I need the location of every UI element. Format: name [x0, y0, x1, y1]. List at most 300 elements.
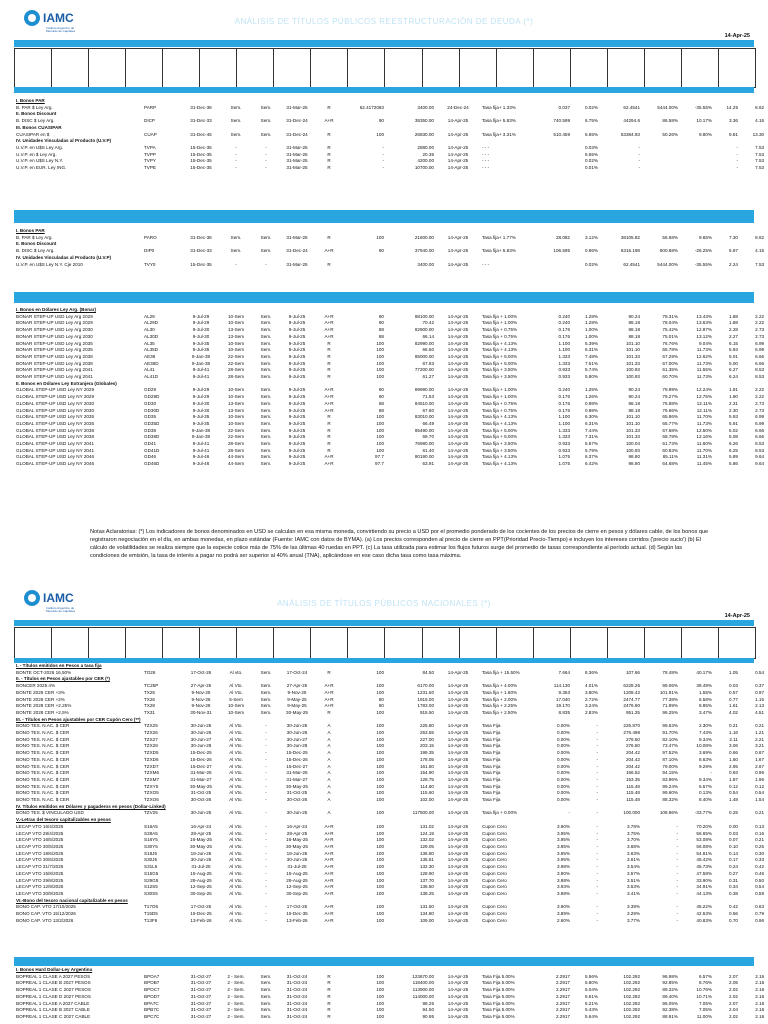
- table-cell: 2.16: [755, 1000, 765, 1006]
- table-cell: 6.24: [729, 374, 738, 380]
- section-heading: [16, 817, 764, 824]
- table-cell: Sem.: [260, 353, 272, 359]
- table-cell: 13.43%: [696, 313, 712, 319]
- table-cell: 0.96: [755, 917, 765, 923]
- table-cell: 14-Apr-25: [447, 810, 469, 816]
- table-cell: 9-Jul-25: [288, 367, 306, 373]
- section-heading: [16, 138, 764, 145]
- table-cell: TO26: [144, 669, 156, 675]
- table-cell: 100: [376, 1007, 384, 1013]
- table-cell: 9-Jul-25: [288, 353, 306, 359]
- table-cell: 12.11%: [696, 400, 712, 406]
- table-cell: 14-Apr-25: [447, 790, 469, 796]
- table-cell: 9-Jan-38: [191, 434, 211, 440]
- table-cell: Tasa fija + 15.50%: [482, 669, 520, 675]
- table-cell: 14-Apr-25: [447, 770, 469, 776]
- table-cell: [678, 165, 712, 172]
- table-cell: A: [327, 783, 331, 789]
- table-cell: -35.55%: [694, 104, 712, 110]
- table-cell: -: [265, 830, 267, 836]
- table-cell: -: [265, 723, 267, 729]
- table-cell: -: [638, 151, 640, 157]
- section-heading: [16, 663, 764, 670]
- table-cell: 10-Sem: [227, 347, 245, 353]
- table-cell: 28-Sem: [227, 374, 245, 380]
- table-row: [16, 347, 764, 354]
- table-cell: Tasa fija + 3.50%: [482, 367, 518, 373]
- table-cell: 166.52: [625, 770, 640, 776]
- table-cell: 78.04%: [662, 320, 678, 326]
- table-cell: 65.77%: [662, 420, 678, 426]
- table-cell: Tasa Fija: [482, 743, 501, 749]
- table-cell: 15-Dec-35: [190, 151, 212, 157]
- table-cell: DIP0: [144, 248, 155, 254]
- table-cell: 11.73%: [696, 374, 712, 380]
- table-cell: 2.16: [755, 993, 765, 999]
- table-cell: Cupon Cero: [482, 843, 507, 849]
- table-cell: 87.10%: [662, 756, 678, 762]
- table-cell: 30-Sep-25: [286, 890, 308, 896]
- table-cell: 2.16: [755, 973, 765, 979]
- table-cell: 0.79: [755, 911, 765, 917]
- table-cell: A: [327, 810, 331, 816]
- table-cell: 12.11%: [696, 407, 712, 413]
- table-cell: 6.99: [755, 414, 765, 420]
- table-cell: A+R: [324, 454, 334, 460]
- table-cell: GD29: [144, 387, 157, 393]
- table-cell: A+R: [324, 870, 334, 876]
- table-cell: 31-Mar-25: [286, 234, 308, 240]
- table-cell: 28-Apr-25: [190, 830, 212, 836]
- table-cell: 226.870: [623, 723, 640, 729]
- table-cell: 14-Apr-25: [447, 313, 469, 319]
- table-cell: Cupon Cero: [482, 870, 507, 876]
- table-cell: 84.50: [422, 669, 434, 675]
- table-cell: 3.57%: [626, 870, 640, 876]
- table-cell: -: [265, 843, 267, 849]
- table-cell: 42.53%: [696, 911, 712, 917]
- table-cell: 5.02: [729, 427, 738, 433]
- section-heading: [16, 111, 764, 118]
- table-cell: R: [327, 1007, 331, 1013]
- table-cell: R: [327, 1013, 331, 1019]
- table-cell: 0.54: [755, 884, 765, 890]
- table-cell: 101.10: [625, 420, 640, 426]
- table-cell: TVPP: [144, 151, 156, 157]
- table-cell: 0.01%: [584, 165, 598, 171]
- table-cell: 3.89%: [556, 911, 570, 917]
- table-cell: 3.06: [729, 743, 738, 749]
- table-cell: -: [596, 857, 598, 863]
- table-cell: 98.25: [422, 1000, 434, 1006]
- table-cell: 0.17: [729, 857, 738, 863]
- table-cell: Sem.: [260, 248, 272, 254]
- table-cell: 1.90: [729, 394, 738, 400]
- table-row: [16, 421, 764, 428]
- table-cell: GLOBAL STEP-UP USD Ley NY 2038: [16, 434, 95, 440]
- table-cell: 5.91: [729, 420, 738, 426]
- table-cell: 2.11: [729, 736, 738, 742]
- table-cell: BONO CAP. VTO 13/2/2026: [16, 917, 74, 923]
- table-cell: 100: [376, 763, 384, 769]
- table-cell: 100: [376, 743, 384, 749]
- table-cell: 3.80%: [584, 689, 598, 695]
- table-cell: 11.73%: [696, 420, 712, 426]
- table-cell: GLOBAL STEP-UP USD Ley NY 2029: [16, 394, 95, 400]
- table-cell: 28-Sem: [227, 441, 245, 447]
- table-cell: 153.35: [625, 776, 640, 782]
- table-cell: 100: [376, 980, 384, 986]
- table-cell: -: [596, 877, 598, 883]
- bonds-table-national: [16, 663, 764, 924]
- table-cell: 65.11%: [662, 454, 678, 460]
- table-cell: 15-Dec-26: [190, 756, 212, 762]
- table-cell: [536, 145, 570, 152]
- table-cell: BOPREAL 1 CLASE B 2027 PESOS: [16, 980, 91, 986]
- table-cell: -: [736, 144, 738, 150]
- table-cell: 0.176: [558, 333, 570, 339]
- table-cell: -: [235, 165, 237, 171]
- table-cell: Sem.: [260, 703, 272, 709]
- table-cell: 2880.00: [417, 144, 434, 150]
- table-cell: 9.29%: [698, 763, 712, 769]
- table-cell: 15-Dec-25: [190, 750, 212, 756]
- table-cell: 0.24: [729, 864, 738, 870]
- table-cell: 6.99: [755, 420, 765, 426]
- table-cell: 14-Apr-25: [447, 743, 469, 749]
- table-cell: 14-Apr-25: [447, 980, 469, 986]
- table-cell: 14-Apr-25: [447, 261, 469, 267]
- table-cell: 10-Sem: [227, 703, 245, 709]
- table-cell: Sem.: [260, 367, 272, 373]
- table-cell: 31-Jul-25: [191, 864, 211, 870]
- table-cell: 92.85%: [662, 980, 678, 986]
- table-cell: -: [676, 884, 678, 890]
- table-cell: -35.55%: [694, 261, 712, 267]
- table-cell: T13F6: [144, 917, 158, 923]
- table-cell: Al Vto.: [229, 864, 243, 870]
- table-cell: 124.19: [419, 830, 434, 836]
- table-cell: Tasa fija + 3.50%: [482, 441, 518, 447]
- table-cell: 14-Apr-25: [447, 394, 469, 400]
- table-cell: 600.68%: [659, 248, 678, 254]
- table-cell: Sem.: [230, 234, 242, 240]
- table-cell: -: [596, 837, 598, 843]
- table-cell: 2.07: [729, 973, 738, 979]
- table-cell: 131.02: [419, 823, 434, 829]
- table-cell: 0.30: [755, 850, 765, 856]
- table-cell: 31-Mar-27: [286, 776, 308, 782]
- table-cell: 2.31: [729, 400, 738, 406]
- table-cell: 50.26%: [662, 131, 678, 137]
- table-cell: 9-Jul-25: [288, 400, 306, 406]
- table-cell: 40.17%: [696, 669, 712, 675]
- table-cell: A+R: [324, 917, 334, 923]
- table-cell: Cupon Cero: [482, 911, 507, 917]
- table-row: [16, 461, 764, 468]
- section-heading-text: III. - Títulos en Pesos ajustables por CER Cupón Cero (**): [16, 716, 141, 722]
- table-cell: 276.50: [625, 743, 640, 749]
- section-heading: [16, 967, 764, 974]
- table-cell: BPOD7: [144, 993, 160, 999]
- table-cell: AL29D: [144, 320, 159, 326]
- table-cell: BOPREAL 1 CLASE C 2027 CABLE: [16, 1013, 91, 1019]
- table-cell: 9.65%: [698, 234, 712, 240]
- table-cell: 118400.00: [412, 980, 434, 986]
- table-cell: 9-Jul-41: [192, 374, 210, 380]
- table-cell: 9.80%: [698, 131, 712, 137]
- table-cell: 1.88: [729, 320, 738, 326]
- table-cell: -: [596, 830, 598, 836]
- table-cell: 15-Dec-27: [190, 763, 212, 769]
- table-cell: 6170.00: [417, 683, 434, 689]
- table-cell: GLOBAL STEP-UP USD Ley NY 2041: [16, 441, 95, 447]
- section-heading-text: IV. Títulos emitidos en Dólares y pagaderos en pesos (Dollar-Linked): [16, 803, 166, 809]
- table-cell: A+R: [324, 890, 334, 896]
- table-cell: 38105.82: [620, 234, 640, 240]
- table-cell: GD46D: [144, 461, 160, 467]
- table-cell: Tasa fija+ 5.83%: [482, 248, 516, 254]
- table-cell: 0.176: [558, 400, 570, 406]
- table-cell: 99.60%: [662, 790, 678, 796]
- table-cell: BPA7C: [144, 1000, 159, 1006]
- table-cell: -: [265, 776, 267, 782]
- table-cell: 63.91: [422, 461, 434, 467]
- table-cell: 100: [376, 917, 384, 923]
- table-cell: 0.54: [729, 790, 738, 796]
- table-cell: 1.48: [729, 797, 738, 803]
- bonds-table-dollar: [16, 307, 764, 468]
- table-cell: BONAR STEP-UP USD Ley Arg 2035: [16, 347, 93, 353]
- table-cell: 204.42: [625, 756, 640, 762]
- table-cell: Sem.: [260, 434, 272, 440]
- table-cell: 14-Apr-25: [447, 118, 469, 124]
- table-cell: 9-Jul-35: [192, 414, 210, 420]
- table-cell: 100: [376, 420, 384, 426]
- table-cell: 100: [376, 870, 384, 876]
- table-cell: BOPREAL 1 CLASE C 2027 PESOS: [16, 987, 91, 993]
- table-cell: 68.78%: [662, 434, 678, 440]
- table-cell: 60.83%: [662, 447, 678, 453]
- bonds-table-restructured-b: [16, 228, 764, 268]
- table-cell: Sem.: [260, 1000, 272, 1006]
- table-cell: A+R: [324, 394, 334, 400]
- table-cell: 1.61: [729, 703, 738, 709]
- table-cell: 0.037: [558, 104, 570, 110]
- section-heading-text: II. - Títulos en Pesos ajustables por CER (*): [16, 676, 110, 682]
- table-cell: Sem.: [230, 248, 242, 254]
- table-cell: Tasa Fija: [482, 736, 501, 742]
- table-row: [16, 697, 764, 704]
- table-cell: 2.30%: [698, 723, 712, 729]
- table-cell: 2.2917: [555, 1000, 570, 1006]
- table-row: [16, 670, 764, 677]
- table-cell: 2.05: [729, 980, 738, 986]
- table-cell: 2.72%: [584, 696, 598, 702]
- table-cell: Al Vto.: [229, 884, 243, 890]
- table-cell: A: [327, 736, 331, 742]
- table-cell: 0.27: [729, 870, 738, 876]
- section-heading-text: VI.-Bono del tesoro nacional capitalizable en pesos: [16, 897, 128, 903]
- table-cell: 0.42: [729, 904, 738, 910]
- table-cell: 101.10: [625, 414, 640, 420]
- table-cell: 82.10%: [662, 736, 678, 742]
- table-cell: 14-Apr-25: [447, 407, 469, 413]
- table-cell: 31-Oct-27: [190, 980, 212, 986]
- table-cell: 2.21: [755, 736, 765, 742]
- table-cell: 161.50: [419, 763, 434, 769]
- table-cell: 14-Apr-25: [447, 234, 469, 240]
- table-row: [16, 454, 764, 461]
- table-cell: 29-Aug-25: [190, 877, 212, 883]
- table-cell: 7.31%: [584, 434, 598, 440]
- table-cell: TC25P: [144, 683, 159, 689]
- section-heading-text: IV. Unidades Vinculadas al Producto (U.V.P): [16, 254, 112, 260]
- section-heading-text: II. Bonos Discount: [16, 241, 57, 247]
- table-cell: 204.42: [625, 750, 640, 756]
- table-cell: 204.42: [625, 763, 640, 769]
- table-cell: TZX28: [144, 743, 158, 749]
- table-cell: 13-Sem: [227, 333, 245, 339]
- table-cell: 14-Apr-25: [447, 911, 469, 917]
- table-cell: Sem.: [260, 313, 272, 319]
- table-cell: 100: [376, 823, 384, 829]
- table-cell: A: [327, 763, 331, 769]
- table-cell: 12.16%: [696, 434, 712, 440]
- table-cell: TVPA: [144, 144, 156, 150]
- table-cell: Sem.: [260, 709, 272, 715]
- table-row: [16, 354, 764, 361]
- table-cell: 9-Jul-29: [192, 394, 210, 400]
- table-cell: 90: [378, 387, 384, 393]
- table-cell: 3.98%: [556, 890, 570, 896]
- table-cell: LECAP VTO 30/5/2025: [16, 843, 64, 849]
- table-cell: 9-Jul-25: [288, 360, 306, 366]
- table-cell: 0.00: [729, 823, 738, 829]
- table-cell: A: [327, 797, 331, 803]
- table-cell: 1.075: [558, 454, 570, 460]
- table-cell: 0.03: [729, 830, 738, 836]
- table-row: [16, 703, 764, 710]
- table-cell: Sem.: [260, 374, 272, 380]
- table-row: [16, 884, 764, 891]
- table-cell: 14-Apr-25: [447, 347, 469, 353]
- table-cell: 14-Apr-25: [447, 441, 469, 447]
- table-cell: 100: [376, 347, 384, 353]
- table-cell: 14-Apr-25: [447, 723, 469, 729]
- table-cell: 9-Jul-25: [288, 441, 306, 447]
- table-cell: 14-Apr-25: [447, 165, 469, 171]
- table-cell: A: [327, 750, 331, 756]
- table-row: [16, 844, 764, 851]
- table-cell: 0.12: [755, 783, 765, 789]
- table-row: [16, 784, 764, 791]
- table-cell: Cupon Cero: [482, 904, 507, 910]
- table-cell: Al Vto.: [229, 756, 243, 762]
- table-cell: 14-Apr-25: [447, 248, 469, 254]
- table-cell: R: [327, 414, 331, 420]
- table-cell: 7.44%: [584, 427, 598, 433]
- table-cell: 31-Oct-27: [190, 993, 212, 999]
- table-cell: 3.51%: [626, 877, 640, 883]
- table-cell: 2.2917: [555, 1007, 570, 1013]
- table-cell: 31-Dec-24: [286, 131, 308, 137]
- table-cell: 97.52%: [662, 750, 678, 756]
- table-cell: -: [265, 904, 267, 910]
- table-cell: 5.93: [729, 347, 738, 353]
- table-cell: 101.33: [625, 353, 640, 359]
- table-cell: 100: [376, 374, 384, 380]
- table-cell: [536, 152, 570, 159]
- table-cell: 1.100: [558, 347, 570, 353]
- table-row: [16, 980, 764, 987]
- table-cell: 6.04%: [584, 987, 598, 993]
- table-cell: 9-Jul-41: [192, 441, 210, 447]
- table-cell: Sem.: [260, 987, 272, 993]
- table-cell: 136.50: [419, 884, 434, 890]
- table-cell: 5.21%: [584, 1000, 598, 1006]
- table-cell: -: [265, 857, 267, 863]
- table-cell: BONAR STEP-UP USD Ley Arg 2029: [16, 320, 93, 326]
- table-cell: 14-Apr-25: [447, 857, 469, 863]
- table-cell: 102.292: [623, 1013, 640, 1019]
- table-cell: 510.459: [553, 131, 570, 137]
- table-cell: 115.48: [626, 783, 640, 789]
- table-cell: 1.333: [558, 434, 570, 440]
- table-cell: 76.88%: [662, 400, 678, 406]
- table-cell: AE38: [144, 353, 156, 359]
- table-cell: [536, 158, 570, 165]
- table-cell: 100: [376, 770, 384, 776]
- section-heading: [16, 381, 764, 388]
- table-cell: 113900.00: [412, 987, 434, 993]
- table-cell: 6.30%: [584, 414, 598, 420]
- table-row: [16, 918, 764, 925]
- table-cell: Sem.: [260, 427, 272, 433]
- table-cell: 30-Sep-25: [190, 890, 212, 896]
- table-cell: Sem.: [260, 360, 272, 366]
- section-heading: [16, 255, 764, 262]
- table-cell: 0.12: [729, 783, 738, 789]
- table-cell: 90.24: [628, 387, 640, 393]
- table-cell: 2.2917: [555, 993, 570, 999]
- table-cell: Al Vto.: [229, 810, 243, 816]
- table-cell: 61.27: [422, 374, 434, 380]
- table-cell: GD35: [144, 414, 157, 420]
- table-cell: -: [596, 790, 598, 796]
- table-cell: -: [382, 165, 384, 171]
- table-cell: 102.292: [623, 1000, 640, 1006]
- table-cell: 5.39%: [584, 340, 598, 346]
- table-cell: CUASIPAR en $: [16, 131, 50, 137]
- table-cell: Al Vto.: [229, 783, 243, 789]
- table-cell: 11.73%: [696, 360, 712, 366]
- table-cell: Tasa Fija 5.00%: [482, 993, 515, 999]
- table-cell: 62.4172083: [359, 104, 384, 110]
- table-row: [16, 911, 764, 918]
- table-cell: 3.70%: [626, 837, 640, 843]
- table-cell: 9-Jul-25: [288, 394, 306, 400]
- table-cell: Tasa fija + 0.75%: [482, 400, 518, 406]
- table-cell: 61.40: [422, 447, 434, 453]
- section-heading-text: I. Bonos en Dólares Ley Arg. (Bonar): [16, 307, 96, 312]
- table-cell: 73.47%: [662, 743, 678, 749]
- table-cell: TZV25: [144, 810, 158, 816]
- table-cell: S16Y5: [144, 837, 158, 843]
- table-row: [16, 683, 764, 690]
- table-cell: 2476.90: [623, 703, 640, 709]
- table-cell: 114.60: [420, 783, 434, 789]
